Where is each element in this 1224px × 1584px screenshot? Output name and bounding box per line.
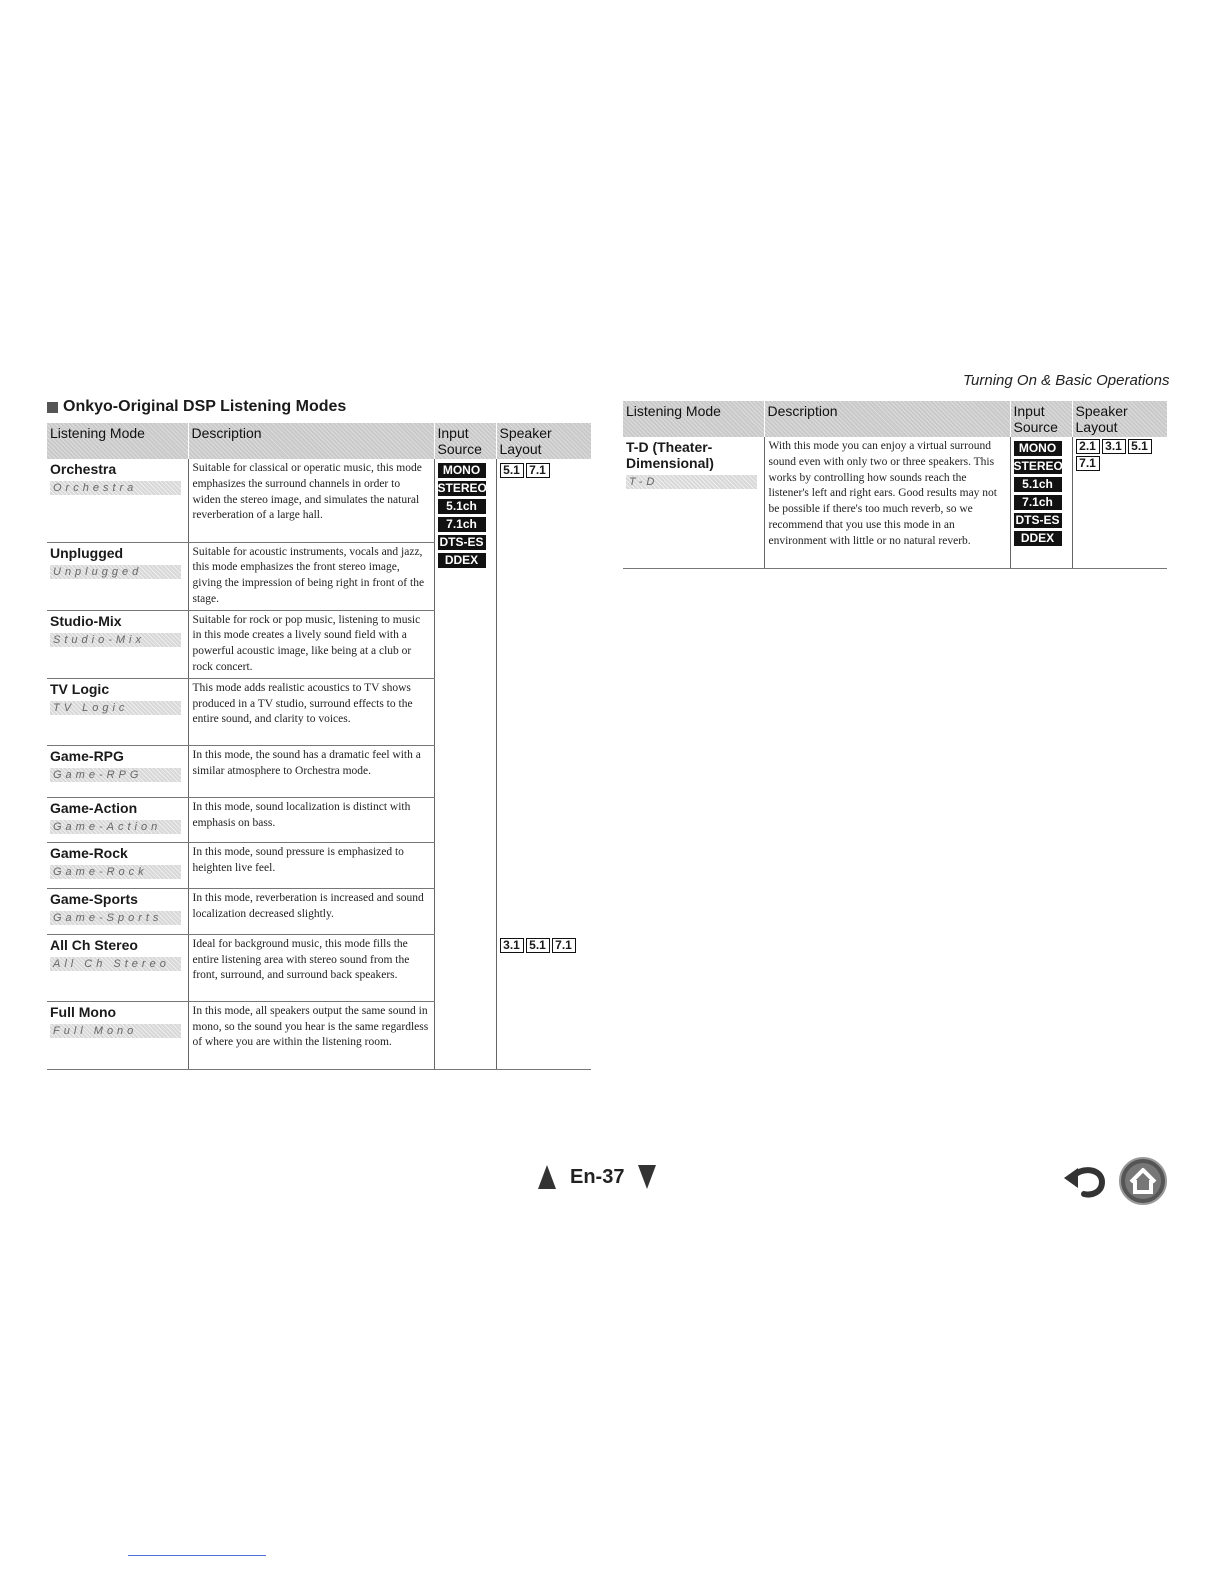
speaker-badge: 7.1	[526, 463, 550, 478]
input-badge: 7.1ch	[438, 517, 486, 532]
speaker-badge: 5.1	[526, 938, 550, 953]
input-badge: DTS-ES	[1015, 513, 1060, 527]
input-source-cell	[434, 459, 496, 1069]
input-badge: STEREO	[1013, 459, 1063, 473]
input-badge: 7.1ch	[1014, 495, 1062, 510]
next-page-icon[interactable]	[638, 1165, 656, 1189]
speaker-badge: 3.1	[500, 938, 524, 953]
display-name: Game-Action	[50, 820, 181, 834]
table-row	[623, 437, 1167, 568]
mode-description: Suitable for acoustic instruments, vocals and jazz, this mode emphasizes the front stereo image, giving the impression of being right in front of the stage.	[188, 542, 434, 610]
input-badge: DDEX	[1014, 531, 1062, 546]
input-badge: 5.1ch	[1014, 477, 1062, 492]
table-row	[47, 934, 591, 1001]
mode-name: T-D (Theater-Dimensional)	[626, 439, 714, 471]
display-name: Game-Rock	[50, 865, 181, 879]
input-badge: DDEX	[438, 553, 486, 568]
input-source-cell	[1010, 437, 1072, 568]
input-badge: 5.1ch	[438, 499, 486, 514]
display-name: Studio-Mix	[50, 633, 181, 647]
square-bullet-icon	[47, 402, 58, 413]
display-name: Full Mono	[50, 1024, 181, 1038]
section-title-text: Onkyo-Original DSP Listening Modes	[63, 398, 347, 415]
home-icon[interactable]	[1118, 1156, 1168, 1206]
input-badge: DTS-ES	[439, 535, 484, 549]
bottom-rule	[128, 1555, 266, 1556]
mode-description: In this mode, sound localization is distinct with emphasis on bass.	[188, 797, 434, 842]
display-name: Game-RPG	[50, 768, 181, 782]
mode-name: Game-Rock	[50, 844, 128, 861]
display-name: Orchestra	[50, 481, 181, 495]
mode-name: Unplugged	[50, 544, 124, 561]
table-row	[47, 459, 591, 542]
mode-description: This mode adds realistic acoustics to TV shows produced in a TV studio, surround effects to the entire sound, and clarity to voices.	[188, 678, 434, 745]
input-badge: STEREO	[437, 481, 487, 495]
speaker-layout-cell	[1072, 437, 1167, 568]
section-header: Turning On & Basic Operations	[963, 372, 1170, 389]
left-modes-table	[47, 423, 591, 1070]
mode-name: Orchestra	[50, 461, 117, 477]
col-header-input: Input Source	[1010, 401, 1072, 437]
mode-name: Game-Sports	[50, 890, 138, 907]
input-badge: MONO	[438, 463, 486, 478]
display-name: All Ch Stereo	[50, 957, 181, 971]
mode-description: With this mode you can enjoy a virtual surround sound even with only two or three speakers. This works by controlling how sounds reach the listener's left and right ears. Good results may not be possible if there's too much reverb, so we recommend that you use this mode in an environment with little or no natural reverb.	[764, 437, 1010, 568]
mode-name: Full Mono	[50, 1003, 117, 1020]
page-number: En-37	[570, 1165, 625, 1188]
previous-page-icon[interactable]	[538, 1165, 556, 1189]
col-header-mode: Listening Mode	[623, 401, 764, 437]
mode-description: In this mode, reverberation is increased and sound localization decreased slightly.	[188, 888, 434, 934]
speaker-layout-cell	[496, 459, 591, 934]
mode-name: Game-RPG	[50, 747, 124, 764]
mode-description: In this mode, the sound has a dramatic feel with a similar atmosphere to Orchestra mode.	[188, 745, 434, 797]
col-header-mode: Listening Mode	[47, 423, 188, 459]
col-header-input: Input Source	[434, 423, 496, 459]
mode-name: Studio-Mix	[50, 612, 122, 629]
page-footer	[538, 1165, 656, 1189]
speaker-badge: 2.1	[1076, 439, 1100, 454]
col-header-speaker: Speaker Layout	[1072, 401, 1167, 437]
input-badge: MONO	[1014, 441, 1062, 456]
speaker-badge: 7.1	[552, 938, 576, 953]
col-header-description: Description	[188, 423, 434, 459]
section-title	[47, 398, 346, 416]
right-modes-table	[623, 401, 1167, 569]
speaker-badge: 5.1	[1128, 439, 1152, 454]
mode-description: In this mode, all speakers output the same sound in mono, so the sound you hear is the same regardless of where you are within the listening room.	[188, 1001, 434, 1069]
mode-description: Suitable for rock or pop music, listening to music in this mode creates a lively sound field with a powerful acoustic image, like being at a club or rock concert.	[188, 610, 434, 678]
mode-name: All Ch Stereo	[50, 936, 138, 953]
display-name: Unplugged	[50, 565, 181, 579]
speaker-badge: 5.1	[500, 463, 524, 478]
col-header-description: Description	[764, 401, 1010, 437]
back-arrow-icon[interactable]	[1062, 1160, 1110, 1200]
mode-description: Ideal for background music, this mode fills the entire listening area with stereo sound from the front, surround, and surround back speakers.	[188, 934, 434, 1001]
mode-name: TV Logic	[50, 680, 110, 697]
speaker-badge: 3.1	[1102, 439, 1126, 454]
display-name: T-D	[626, 475, 757, 489]
mode-description: Suitable for classical or operatic music, this mode emphasizes the surround channels in order to widen the stereo image, and simulates the natural reverberation of a large hall.	[188, 459, 434, 542]
mode-name: Game-Action	[50, 799, 138, 816]
display-name: TV Logic	[50, 701, 181, 715]
display-name: Game-Sports	[50, 911, 181, 925]
col-header-speaker: Speaker Layout	[496, 423, 591, 459]
speaker-layout-cell	[496, 934, 591, 1069]
speaker-badge: 7.1	[1076, 456, 1100, 471]
mode-description: In this mode, sound pressure is emphasized to heighten live feel.	[188, 842, 434, 888]
